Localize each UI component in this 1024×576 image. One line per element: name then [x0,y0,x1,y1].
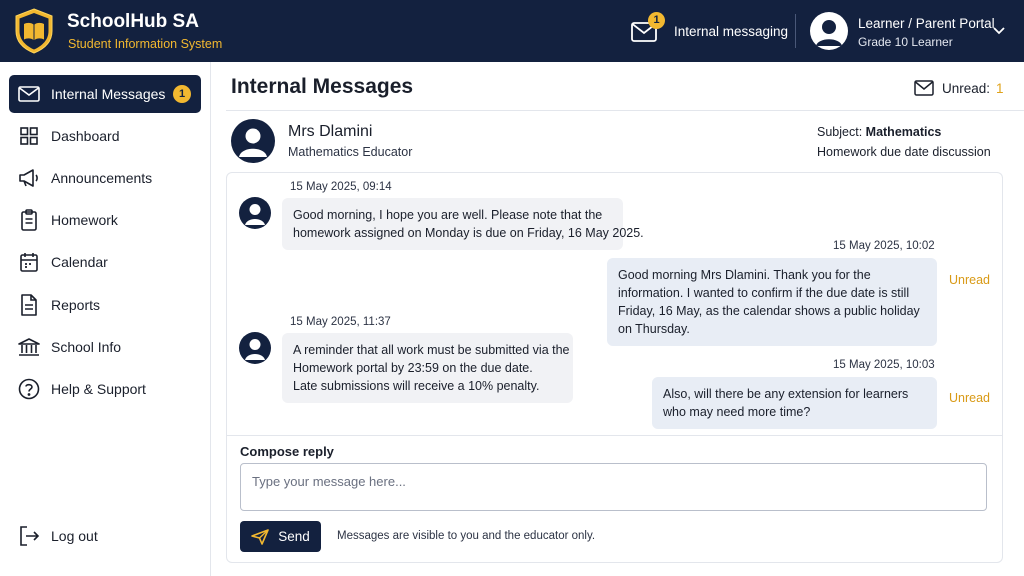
sidebar-item-label: School Info [51,339,122,355]
help-icon [17,377,41,401]
sidebar [0,62,211,576]
brand-subtitle: Student Information System [68,37,223,51]
person-icon [239,197,271,229]
sidebar-item-label: Dashboard [51,128,120,144]
compose-label: Compose reply [240,444,334,459]
unread-status: Unread [949,391,990,405]
subject-value: Mathematics [865,125,942,139]
internal-messaging-button[interactable] [630,16,788,46]
internal-messaging-label: Internal messaging [674,23,789,39]
clipboard-icon [17,208,41,232]
sidebar-item-label: Announcements [51,170,153,186]
message-bubble-incoming: Good morning, I hope you are well. Please note that the homework assigned on Monday is due on Friday, 16 May 2025. [282,198,623,250]
chevron-down-icon[interactable] [992,26,1006,36]
top-bar [0,0,1024,62]
divider [226,110,1024,111]
contact-avatar [231,119,275,163]
logout-icon [17,524,41,548]
user-portal-title: Learner / Parent Portal [858,16,995,31]
message-bubble-incoming: A reminder that all work must be submitted via the Homework portal by 23:59 on the due date. Late submissions will receive a 10% penalty. [282,333,573,403]
person-icon [239,332,271,364]
message-timestamp: 15 May 2025, 10:02 [833,240,935,252]
sidebar-item-label: Reports [51,297,101,313]
contact-role: Mathematics Educator [288,145,413,159]
privacy-note: Messages are visible to you and the educator only. [337,530,596,542]
header-divider [795,14,796,48]
sidebar-item-dashboard[interactable] [9,117,201,155]
envelope-icon [630,14,660,42]
sidebar-item-internal-messages[interactable] [9,75,201,113]
sender-avatar [239,332,271,364]
building-icon [17,335,41,359]
message-timestamp: 15 May 2025, 09:14 [290,181,392,193]
megaphone-icon [17,166,41,190]
page-title: Internal Messages [231,75,414,98]
mail-icon [914,80,934,96]
unread-count: 1 [996,80,1004,96]
person-icon [231,119,275,163]
logout-label: Log out [51,528,98,544]
subject-label: Subject: [817,125,863,139]
send-label: Send [278,529,310,544]
brand-name: SchoolHub SA [67,11,199,32]
unread-label: Unread: [942,80,991,96]
sidebar-item-reports[interactable] [9,286,201,324]
unread-badge: 1 [173,85,191,103]
sender-avatar [239,197,271,229]
sidebar-item-label: Help & Support [51,381,146,397]
reply-input[interactable] [240,463,987,511]
sidebar-item-help-support[interactable] [9,370,201,408]
message-bubble-outgoing: Also, will there be any extension for learners who may need more time? [652,377,937,429]
user-avatar[interactable] [810,12,848,50]
sidebar-item-label: Homework [51,212,118,228]
logout-button[interactable] [9,517,201,555]
sidebar-item-announcements[interactable] [9,159,201,197]
send-button[interactable] [240,521,321,552]
contact-name: Mrs Dlamini [288,123,373,140]
mail-icon [17,82,41,106]
sidebar-item-label: Internal Messages [51,86,166,102]
messaging-badge: 1 [648,12,665,29]
sidebar-item-calendar[interactable] [9,243,201,281]
message-timestamp: 15 May 2025, 11:37 [290,316,391,328]
document-icon [17,293,41,317]
sidebar-item-school-info[interactable] [9,328,201,366]
person-icon [810,12,848,50]
subject-description: Homework due date discussion [817,145,991,159]
message-timestamp: 15 May 2025, 10:03 [833,359,935,371]
unread-status: Unread [949,273,990,287]
user-grade: Grade 10 Learner [858,35,953,49]
sidebar-item-homework[interactable] [9,201,201,239]
school-shield-logo-icon [12,7,56,55]
unread-counter [914,80,1004,96]
subject [817,125,941,139]
calendar-icon [17,250,41,274]
send-icon [251,529,269,545]
message-bubble-outgoing: Good morning Mrs Dlamini. Thank you for the information. I wanted to confirm if the due date is still Friday, 16 May, as the calendar shows a public holiday on Thursday. [607,258,937,346]
sidebar-item-label: Calendar [51,254,108,270]
grid-icon [17,124,41,148]
